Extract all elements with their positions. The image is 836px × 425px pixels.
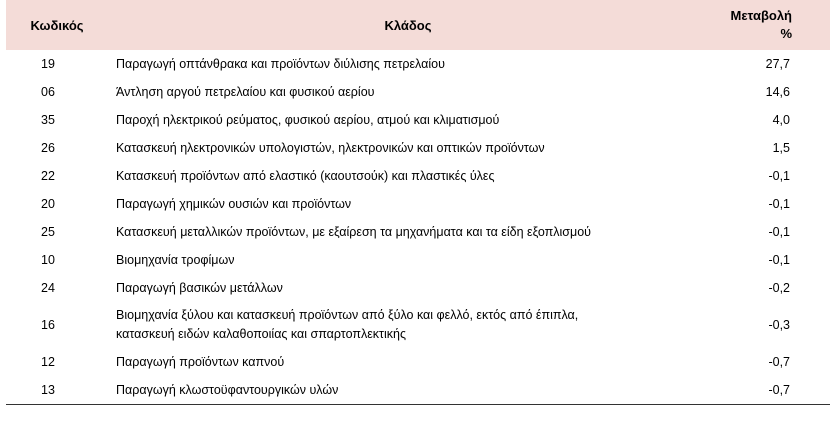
row-change: 1,5	[772, 141, 790, 155]
header-change	[708, 0, 830, 50]
row-sector-line2: κατασκευή ειδών καλαθοποιίας και σπαρτοπλεκτικής	[116, 327, 406, 341]
row-sector: Κατασκευή προϊόντων από ελαστικό (καουτσούκ) και πλαστικές ύλες	[116, 168, 495, 183]
table-row	[6, 162, 830, 190]
row-code: 06	[41, 85, 55, 99]
row-code: 20	[41, 197, 55, 211]
row-code: 24	[41, 281, 55, 295]
row-change: -0,1	[768, 253, 790, 267]
row-sector	[108, 302, 708, 348]
row-sector: Παραγωγή χημικών ουσιών και προϊόντων	[116, 196, 352, 211]
row-sector: Άντληση αργού πετρελαίου και φυσικού αερίου	[116, 84, 375, 99]
row-sector: Παροχή ηλεκτρικού ρεύματος, φυσικού αερίου, ατμού και κλιματισμού	[116, 112, 500, 127]
row-change: -0,1	[768, 225, 790, 239]
row-change: -0,7	[768, 355, 790, 369]
table-row	[6, 190, 830, 218]
row-change: -0,7	[708, 376, 830, 405]
row-code: 16	[41, 318, 55, 332]
table-row	[6, 376, 830, 405]
table-row	[6, 274, 830, 302]
row-sector-line1: Βιομηχανία ξύλου και κατασκευή προϊόντων από ξύλο και φελλό, εκτός από έπιπλα,	[116, 308, 579, 322]
table-row	[6, 78, 830, 106]
sector-change-table	[6, 0, 830, 405]
table-row	[6, 106, 830, 134]
row-change: 27,7	[765, 57, 790, 71]
header-change-line2: %	[780, 26, 792, 41]
row-change: -0,1	[768, 169, 790, 183]
row-code: 19	[41, 57, 55, 71]
header-sector: Κλάδος	[384, 17, 432, 33]
row-code: 35	[41, 113, 55, 127]
row-change: 4,0	[772, 113, 790, 127]
row-sector: Κατασκευή ηλεκτρονικών υπολογιστών, ηλεκτρονικών και οπτικών προϊόντων	[116, 140, 545, 155]
table-row	[6, 50, 830, 78]
table-row	[6, 134, 830, 162]
row-code: 12	[41, 355, 55, 369]
row-code: 26	[41, 141, 55, 155]
table-row	[6, 302, 830, 348]
header-change-line1: Μεταβολή	[730, 8, 792, 23]
header-code: Κωδικός	[30, 17, 84, 33]
row-sector: Παραγωγή προϊόντων καπνού	[116, 354, 285, 369]
table-row	[6, 218, 830, 246]
table-row	[6, 348, 830, 376]
row-code: 13	[6, 376, 108, 405]
row-change: 14,6	[765, 85, 790, 99]
row-sector: Παραγωγή κλωστοϋφαντουργικών υλών	[108, 376, 708, 405]
row-change: -0,2	[768, 281, 790, 295]
row-sector: Βιομηχανία τροφίμων	[116, 252, 235, 267]
table-header-row	[6, 0, 830, 50]
data-table-container	[6, 0, 830, 405]
row-code: 25	[41, 225, 55, 239]
row-change: -0,3	[768, 318, 790, 332]
row-sector: Παραγωγή οπτάνθρακα και προϊόντων διύλισης πετρελαίου	[116, 56, 445, 71]
table-row	[6, 246, 830, 274]
row-change: -0,1	[768, 197, 790, 211]
row-code: 22	[41, 169, 55, 183]
row-code: 10	[41, 253, 55, 267]
row-sector: Κατασκευή μεταλλικών προϊόντων, με εξαίρεση τα μηχανήματα και τα είδη εξοπλισμού	[116, 224, 591, 239]
row-sector: Παραγωγή βασικών μετάλλων	[116, 280, 283, 295]
